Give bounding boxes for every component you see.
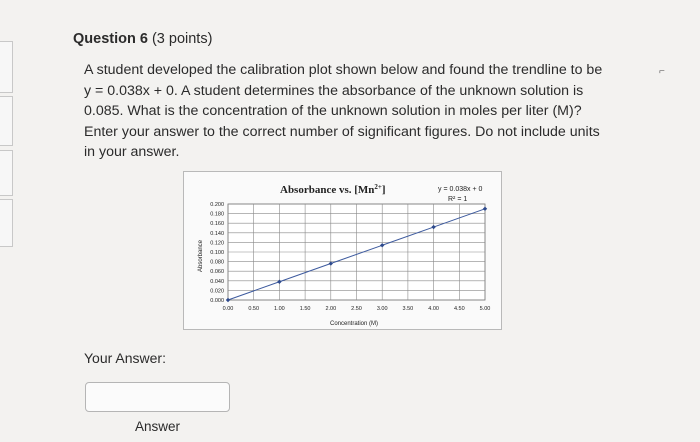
x-tick-label: 0.50 [248,306,260,312]
left-edge-tab [0,41,13,93]
chart-svg [184,172,501,329]
x-axis-label: Concentration (M) [329,321,379,327]
answer-label: Answer [135,419,181,434]
x-tick-label: 0.00 [222,306,234,312]
y-tick-label: 0.080 [210,259,224,266]
corner-mark: ⌐ [659,66,665,77]
y-tick-label: 0.020 [210,288,224,295]
left-edge-tab [0,96,13,146]
calibration-chart [183,171,502,330]
x-tick-label: 2.50 [351,306,362,312]
y-tick-label: 0.160 [210,221,224,228]
question-line: y = 0.038x + 0. A student determines the absorbance of the unknown solution is [84,82,584,99]
question-line: Enter your answer to the correct number of significant figures. Do not include units [84,123,600,140]
question-text [84,60,629,163]
x-tick-label: 5.00 [479,306,491,312]
question-line: A student developed the calibration plot shown below and found the trendline to be [84,62,603,78]
question-line: 0.085. What is the concentration of the unknown solution in moles per liter (M)? [84,103,582,120]
x-tick-label: 2.00 [325,306,337,312]
y-tick-label: 0.000 [210,298,224,304]
x-tick-label: 1.00 [274,306,285,312]
y-tick-label: 0.120 [210,240,224,247]
answer-input[interactable] [85,382,230,412]
y-tick-label: 0.060 [210,269,224,276]
y-axis-label: Absorbance [198,239,204,273]
x-tick-label: 3.50 [402,306,414,312]
x-tick-label: 3.00 [376,306,388,312]
y-tick-label: 0.200 [210,202,224,208]
x-tick-label: 1.50 [299,306,311,312]
left-edge-tab [0,150,13,196]
question-points: (3 points) [151,31,213,47]
question-number: Question 6 [73,31,148,47]
question-line: in your answer. [84,144,180,161]
left-edge-tab [0,199,13,247]
r-squared-label: R² = 1 [448,196,468,203]
y-tick-label: 0.040 [210,278,224,285]
question-title [73,31,212,47]
x-tick-label: 4.50 [453,306,465,312]
your-answer-label: Your Answer: [84,350,166,366]
trendline-equation: y = 0.038x + 0 [438,186,483,193]
y-tick-label: 0.180 [210,211,224,218]
chart-title: Absorbance vs. $[Mn^{2+}]$ [280,183,386,196]
y-tick-label: 0.140 [210,230,224,237]
y-tick-label: 0.100 [210,250,224,256]
x-tick-label: 4.00 [428,306,439,312]
